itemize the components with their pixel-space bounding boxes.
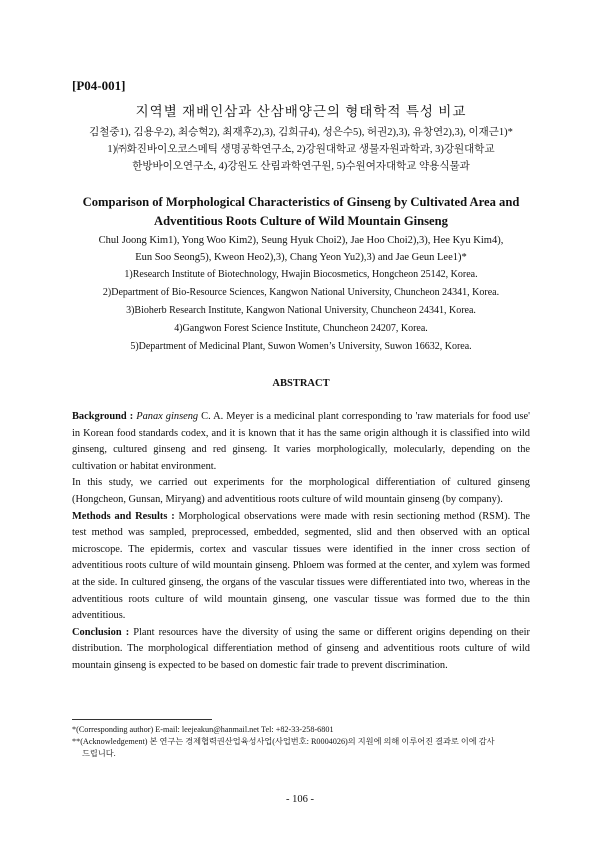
abstract-heading: ABSTRACT <box>272 378 330 389</box>
methods-paragraph <box>72 509 530 625</box>
species-name: Panax ginseng <box>136 411 199 422</box>
background-text: C. A. Meyer is a medicinal plant corresponding to 'raw materials for food use' in Korean food standards codex, and it is known that it has the same origin although it is classified into wild ginseng, cultured ginseng and red ginseng. It varies morphologically, molecularly, depending on the cultivation or habitat environment. <box>72 411 530 472</box>
english-title-line-1: Comparison of Morphological Characteristics of Ginseng by Cultivated Area and <box>82 195 520 209</box>
abstract-code: [P04-001] <box>72 78 126 93</box>
affiliations <box>72 266 530 356</box>
affiliation-1: 1)Research Institute of Biotechnology, Hwajin Biocosmetics, Hongcheon 25142, Korea. <box>124 269 478 280</box>
english-authors <box>72 233 530 266</box>
footnote-corresponding: *(Corresponding author) E-mail: leejeakun@hanmail.net Tel: +82-33-258-6801 <box>72 725 334 734</box>
korean-title: 지역별 재배인삼과 산삼배양근의 형태학적 특성 비교 <box>135 104 467 119</box>
affiliation-5: 5)Department of Medicinal Plant, Suwon Women’s University, Suwon 16632, Korea. <box>130 341 472 352</box>
footnote-rule <box>72 719 212 720</box>
conclusion-label: Conclusion : <box>72 626 130 638</box>
english-title <box>72 193 530 231</box>
footnote-acknowledgement: **(Acknowledgement) 본 연구는 경제협력권산업육성사업(사업번호: R0004026)의 지원에 의해 이루어진 결과로 이에 감사 <box>72 737 495 746</box>
background-paragraph-2: In this study, we carried out experiments for the morphological differentiation of cultured ginseng (Hongcheon, Gunsan, Miryang) and adventitious roots culture of wild mountain ginseng (by company). <box>72 477 530 505</box>
affiliation-4: 4)Gangwon Forest Science Institute, Chuncheon 24207, Korea. <box>174 323 428 334</box>
methods-label: Methods and Results : <box>72 510 175 522</box>
methods-text: Morphological observations were made with resin sectioning method (RSM). The test method was sampled, preprocessed, embedded, segmented, slid and then observed with an optical microscope. The epidermis, cortex and vascular tissues were identified in the inner cross section of adventitious roots culture of wild mountain ginseng. Phloem was formed at the center, and xylem was formed at the side. In cultured ginseng, the organs of the vascular tissues were differentiated into two, whereas in the adventitious roots culture of wild mountain ginseng, one vascular tissue was formed due to the thin adventitious. <box>72 510 530 622</box>
korean-authors: 김철중1), 김용우2), 최승혁2), 최재후2),3), 김희규4), 성은수5), 허권2),3), 유창연2),3), 이재근1)* <box>89 127 513 138</box>
conclusion-text: Plant resources have the diversity of using the same or different origins depending on their distribution. The morphological differentiation method of ginseng and adventitious roots culture of wild mountain ginseng is expected to be based on domestic fair trade to prevent discrimination. <box>72 626 530 671</box>
conclusion-paragraph <box>72 625 530 675</box>
affiliation-2: 2)Department of Bio-Resource Sciences, Kangwon National University, Chuncheon 24341, Korea. <box>102 287 500 298</box>
english-title-line-2: Adventitious Roots Culture of Wild Mountain Ginseng <box>154 214 448 228</box>
footnotes <box>72 719 532 760</box>
background-paragraph <box>72 409 530 475</box>
paper-page <box>72 78 530 675</box>
korean-affiliation-line-2: 한방바이오연구소, 4)강원도 산림과학연구원, 5)수원여자대학교 약용식물과 <box>132 161 470 172</box>
korean-affiliation-line-1: 1)㈜화진바이오코스메틱 생명공학연구소, 2)강원대학교 생물자원과학과, 3)강원대학교 <box>107 144 495 155</box>
page-number: - 106 - <box>286 794 314 805</box>
english-authors-line-2: Eun Soo Seong5), Kweon Heo2),3), Chang Yeon Yu2),3) and Jae Geun Lee1)* <box>135 251 467 263</box>
english-authors-line-1: Chul Joong Kim1), Yong Woo Kim2), Seung Hyuk Choi2), Jae Hoo Choi2),3), Hee Kyu Kim4), <box>98 235 504 246</box>
footnote-acknowledgement-cont: 드립니다. <box>82 749 116 758</box>
affiliation-3: 3)Bioherb Research Institute, Kangwon National University, Chuncheon 24341, Korea. <box>126 305 476 316</box>
background-label: Background : <box>72 411 134 422</box>
